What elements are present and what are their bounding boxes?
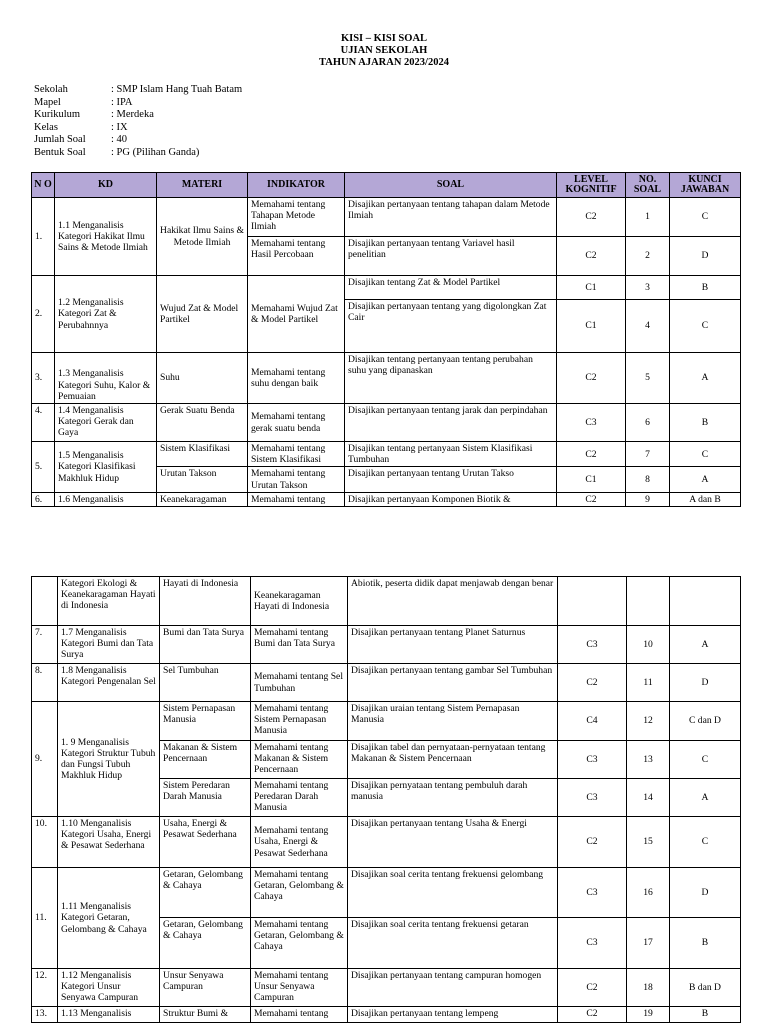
cell-level: C2: [557, 353, 626, 404]
cell-kunci: C: [670, 817, 741, 868]
cell-kunci: D: [670, 237, 741, 276]
cell-no-soal: 8: [626, 467, 670, 492]
cell-kd: 1.2 Menganalisis Kategori Zat & Perubahnnya: [55, 276, 157, 353]
cell-soal: Disajikan soal cerita tentang frekuensi getaran: [348, 918, 558, 969]
cell-no: 4.: [32, 404, 55, 442]
cell-kd: 1.10 Menganalisis Kategori Usaha, Energi & Pesawat Sederhana: [58, 817, 160, 868]
kisi-kisi-table-page2: [31, 576, 741, 1023]
cell-no: 7.: [32, 626, 58, 664]
cell-soal: Disajikan tentang Zat & Model Partikel: [345, 276, 557, 300]
cell-kd: Kategori Ekologi & Keanekaragaman Hayati di Indonesia: [58, 577, 160, 626]
cell-kunci: B: [670, 404, 741, 442]
cell-level: C2: [558, 1007, 627, 1023]
cell-indikator: Memahami tentang Usaha, Energi & Pesawat Sederhana: [251, 817, 348, 868]
cell-materi: Sistem Peredaran Darah Manusia: [160, 779, 251, 817]
cell-kunci: D: [670, 664, 741, 702]
cell-level: C1: [557, 276, 626, 300]
cell-indikator: Keanekaragaman Hayati di Indonesia: [251, 577, 348, 626]
table-header-row: [32, 173, 741, 198]
cell-soal: Disajikan pertanyaan tentang Urutan Takso: [345, 467, 557, 492]
col-header-soal: SOAL: [345, 173, 557, 198]
doc-title-line2: UJIAN SEKOLAH: [340, 45, 428, 56]
cell-no-soal: 18: [627, 969, 670, 1007]
cell-soal: Disajikan pertanyaan tentang Planet Saturnus: [348, 626, 558, 664]
cell-soal: Disajikan tentang pertanyaan tentang perubahan suhu yang dipanaskan: [345, 353, 557, 404]
cell-no: [32, 577, 58, 626]
cell-materi: Struktur Bumi &: [160, 1007, 251, 1023]
cell-soal: Disajikan pertanyaan Komponen Biotik &: [345, 492, 557, 506]
table-row: [32, 492, 741, 506]
table-row: [32, 626, 741, 664]
cell-no-soal: 10: [627, 626, 670, 664]
cell-kunci: A: [670, 779, 741, 817]
cell-level: C3: [557, 404, 626, 442]
cell-materi: Sistem Klasifikasi: [157, 442, 248, 467]
cell-no-soal: 19: [627, 1007, 670, 1023]
cell-soal: Disajikan soal cerita tentang frekuensi gelombang: [348, 868, 558, 918]
cell-materi: Gerak Suatu Benda: [157, 404, 248, 442]
cell-kunci: C: [670, 741, 741, 779]
cell-kd: 1.6 Menganalisis: [55, 492, 157, 506]
cell-no-soal: 7: [626, 442, 670, 467]
cell-indikator: Memahami tentang gerak suatu benda: [248, 404, 345, 442]
cell-materi: Wujud Zat & Model Partikel: [157, 276, 248, 353]
cell-no-soal: 3: [626, 276, 670, 300]
cell-materi: Getaran, Gelombang & Cahaya: [160, 868, 251, 918]
table-row: [32, 198, 741, 237]
table-row: [32, 276, 741, 300]
cell-no: 11.: [32, 868, 58, 969]
cell-indikator: Memahami tentang Hasil Percobaan: [248, 237, 345, 276]
cell-level: C3: [558, 868, 627, 918]
cell-soal: Disajikan tentang pertanyaan Sistem Klasifikasi Tumbuhan: [345, 442, 557, 467]
cell-level: C2: [558, 817, 627, 868]
cell-kunci: A: [670, 467, 741, 492]
cell-level: C3: [558, 626, 627, 664]
cell-kd: 1. 9 Menganalisis Kategori Struktur Tubuh dan Fungsi Tubuh Makhluk Hidup: [58, 702, 160, 817]
cell-indikator: Memahami tentang Makanan & Sistem Pencernaan: [251, 741, 348, 779]
cell-kunci: B dan D: [670, 969, 741, 1007]
cell-kunci: C: [670, 198, 741, 237]
cell-no-soal: 11: [627, 664, 670, 702]
cell-indikator: Memahami Wujud Zat & Model Partikel: [248, 276, 345, 353]
cell-kunci: C: [670, 442, 741, 467]
cell-no: 8.: [32, 664, 58, 702]
cell-kd: 1.12 Menganalisis Kategori Unsur Senyawa Campuran: [58, 969, 160, 1007]
cell-soal: Disajikan uraian tentang Sistem Pernapasan Manusia: [348, 702, 558, 741]
cell-materi: Hayati di Indonesia: [160, 577, 251, 626]
cell-indikator: Memahami tentang: [251, 1007, 348, 1023]
cell-kunci: B: [670, 1007, 741, 1023]
cell-no-soal: 12: [627, 702, 670, 741]
table-row: [32, 868, 741, 918]
cell-soal: Disajikan pertanyaan tentang jarak dan perpindahan: [345, 404, 557, 442]
cell-level: C1: [557, 467, 626, 492]
cell-materi: Urutan Takson: [157, 467, 248, 492]
cell-indikator: Memahami tentang: [248, 492, 345, 506]
cell-no: 3.: [32, 353, 55, 404]
table-row: [32, 577, 741, 626]
cell-indikator: Memahami tentang Getaran, Gelombang & Cahaya: [251, 918, 348, 969]
cell-no-soal: 17: [627, 918, 670, 969]
cell-kunci: B: [670, 276, 741, 300]
cell-indikator: Memahami tentang Unsur Senyawa Campuran: [251, 969, 348, 1007]
cell-materi: Getaran, Gelombang & Cahaya: [160, 918, 251, 969]
col-header-materi: MATERI: [157, 173, 248, 198]
cell-soal: Abiotik, peserta didik dapat menjawab dengan benar: [348, 577, 558, 626]
cell-level: C3: [558, 779, 627, 817]
cell-kunci: B: [670, 918, 741, 969]
cell-no-soal: 16: [627, 868, 670, 918]
cell-kd: 1.3 Menganalisis Kategori Suhu, Kalor & Pemuaian: [55, 353, 157, 404]
col-header-indikator: INDIKATOR: [248, 173, 345, 198]
kisi-kisi-table-page1: [31, 172, 741, 507]
cell-no-soal: [627, 577, 670, 626]
cell-level: C2: [557, 492, 626, 506]
table-row: [32, 969, 741, 1007]
table-row: [32, 442, 741, 467]
cell-kd: 1.8 Menganalisis Kategori Pengenalan Sel: [58, 664, 160, 702]
cell-kd: 1.1 Menganalisis Kategori Hakikat Ilmu Sains & Metode Ilmiah: [55, 198, 157, 276]
cell-no-soal: 9: [626, 492, 670, 506]
cell-no-soal: 1: [626, 198, 670, 237]
cell-no-soal: 15: [627, 817, 670, 868]
cell-kd: 1.7 Menganalisis Kategori Bumi dan Tata Surya: [58, 626, 160, 664]
cell-indikator: Memahami tentang Sistem Klasifikasi: [248, 442, 345, 467]
cell-materi: Suhu: [157, 353, 248, 404]
cell-indikator: Memahami tentang suhu dengan baik: [248, 353, 345, 404]
cell-no: 6.: [32, 492, 55, 506]
cell-level: C2: [558, 969, 627, 1007]
info-row-mapel: Mapel : IPA: [34, 96, 133, 108]
cell-level: [558, 577, 627, 626]
cell-materi: Keanekaragaman: [157, 492, 248, 506]
cell-no-soal: 13: [627, 741, 670, 779]
cell-no: 10.: [32, 817, 58, 868]
cell-soal: Disajikan pernyataan tentang pembuluh darah manusia: [348, 779, 558, 817]
cell-kunci: C: [670, 300, 741, 353]
cell-level: C2: [558, 664, 627, 702]
cell-no-soal: 4: [626, 300, 670, 353]
cell-level: C3: [558, 918, 627, 969]
cell-no: 12.: [32, 969, 58, 1007]
table-row: [32, 353, 741, 404]
cell-soal: Disajikan pertanyaan tentang gambar Sel Tumbuhan: [348, 664, 558, 702]
cell-materi: Sistem Pernapasan Manusia: [160, 702, 251, 741]
doc-title-line1: KISI – KISI SOAL: [340, 33, 428, 44]
cell-materi: Sel Tumbuhan: [160, 664, 251, 702]
cell-no-soal: 5: [626, 353, 670, 404]
cell-indikator: Memahami tentang Peredaran Darah Manusia: [251, 779, 348, 817]
cell-materi: Bumi dan Tata Surya: [160, 626, 251, 664]
cell-kd: 1.11 Menganalisis Kategori Getaran, Gelombang & Cahaya: [58, 868, 160, 969]
cell-no-soal: 6: [626, 404, 670, 442]
info-row-bentuk-soal: Bentuk Soal : PG (Pilihan Ganda): [34, 146, 200, 158]
table-row: [32, 404, 741, 442]
cell-kunci: A: [670, 626, 741, 664]
cell-materi: Unsur Senyawa Campuran: [160, 969, 251, 1007]
cell-soal: Disajikan tabel dan pernyataan-pernyataan tentang Makanan & Sistem Pencernaan: [348, 741, 558, 779]
col-header-no: N O: [32, 173, 55, 198]
info-row-sekolah: Sekolah : SMP Islam Hang Tuah Batam: [34, 84, 243, 95]
doc-title-line3: TAHUN AJARAN 2023/2024: [319, 57, 449, 68]
cell-indikator: Memahami tentang Bumi dan Tata Surya: [251, 626, 348, 664]
cell-kunci: C dan D: [670, 702, 741, 741]
cell-level: C3: [558, 741, 627, 779]
cell-kd: 1.4 Menganalisis Kategori Gerak dan Gaya: [55, 404, 157, 442]
cell-no: 9.: [32, 702, 58, 817]
cell-soal: Disajikan pertanyaan tentang Variavel hasil penelitian: [345, 237, 557, 276]
col-header-kd: KD: [55, 173, 157, 198]
cell-kd: 1.5 Menganalisis Kategori Klasifikasi Makhluk Hidup: [55, 442, 157, 493]
cell-level: C2: [557, 237, 626, 276]
cell-kunci: A: [670, 353, 741, 404]
cell-materi: Hakikat Ilmu Sains & Metode Ilmiah: [157, 198, 248, 276]
cell-soal: Disajikan pertanyaan tentang campuran homogen: [348, 969, 558, 1007]
cell-indikator: Memahami tentang Sistem Pernapasan Manusia: [251, 702, 348, 741]
cell-level: C4: [558, 702, 627, 741]
cell-level: C2: [557, 198, 626, 237]
table-row: [32, 702, 741, 741]
cell-indikator: Memahami tentang Urutan Takson: [248, 467, 345, 492]
col-header-no-soal: NO. SOAL: [626, 173, 670, 198]
cell-kunci: D: [670, 868, 741, 918]
cell-level: C2: [557, 442, 626, 467]
info-row-kurikulum: Kurikulum : Merdeka: [34, 109, 154, 121]
col-header-kunci: KUNCI JAWABAN: [670, 173, 741, 198]
cell-no: 2.: [32, 276, 55, 353]
cell-no-soal: 14: [627, 779, 670, 817]
table-row: [32, 1007, 741, 1023]
table-row: [32, 664, 741, 702]
cell-no: 13.: [32, 1007, 58, 1023]
cell-materi: Makanan & Sistem Pencernaan: [160, 741, 251, 779]
info-row-kelas: Kelas : IX: [34, 121, 128, 133]
cell-indikator: Memahami tentang Tahapan Metode Ilmiah: [248, 198, 345, 237]
info-row-jumlah-soal: Jumlah Soal : 40: [34, 134, 128, 146]
cell-soal: Disajikan pertanyaan tentang Usaha & Energi: [348, 817, 558, 868]
cell-kd: 1.13 Menganalisis: [58, 1007, 160, 1023]
cell-no: 1.: [32, 198, 55, 276]
cell-soal: Disajikan pertanyaan tentang lempeng: [348, 1007, 558, 1023]
cell-kunci: [670, 577, 741, 626]
cell-soal: Disajikan pertanyaan tentang yang digolongkan Zat Cair: [345, 300, 557, 353]
cell-materi: Usaha, Energi & Pesawat Sederhana: [160, 817, 251, 868]
cell-no-soal: 2: [626, 237, 670, 276]
cell-soal: Disajikan pertanyaan tentang tahapan dalam Metode Ilmiah: [345, 198, 557, 237]
table-row: [32, 817, 741, 868]
cell-kunci: A dan B: [670, 492, 741, 506]
col-header-level: LEVEL KOGNITIF: [557, 173, 626, 198]
cell-no: 5.: [32, 442, 55, 493]
cell-indikator: Memahami tentang Getaran, Gelombang & Cahaya: [251, 868, 348, 918]
document-info: [34, 84, 242, 160]
cell-indikator: Memahami tentang Sel Tumbuhan: [251, 664, 348, 702]
cell-level: C1: [557, 300, 626, 353]
